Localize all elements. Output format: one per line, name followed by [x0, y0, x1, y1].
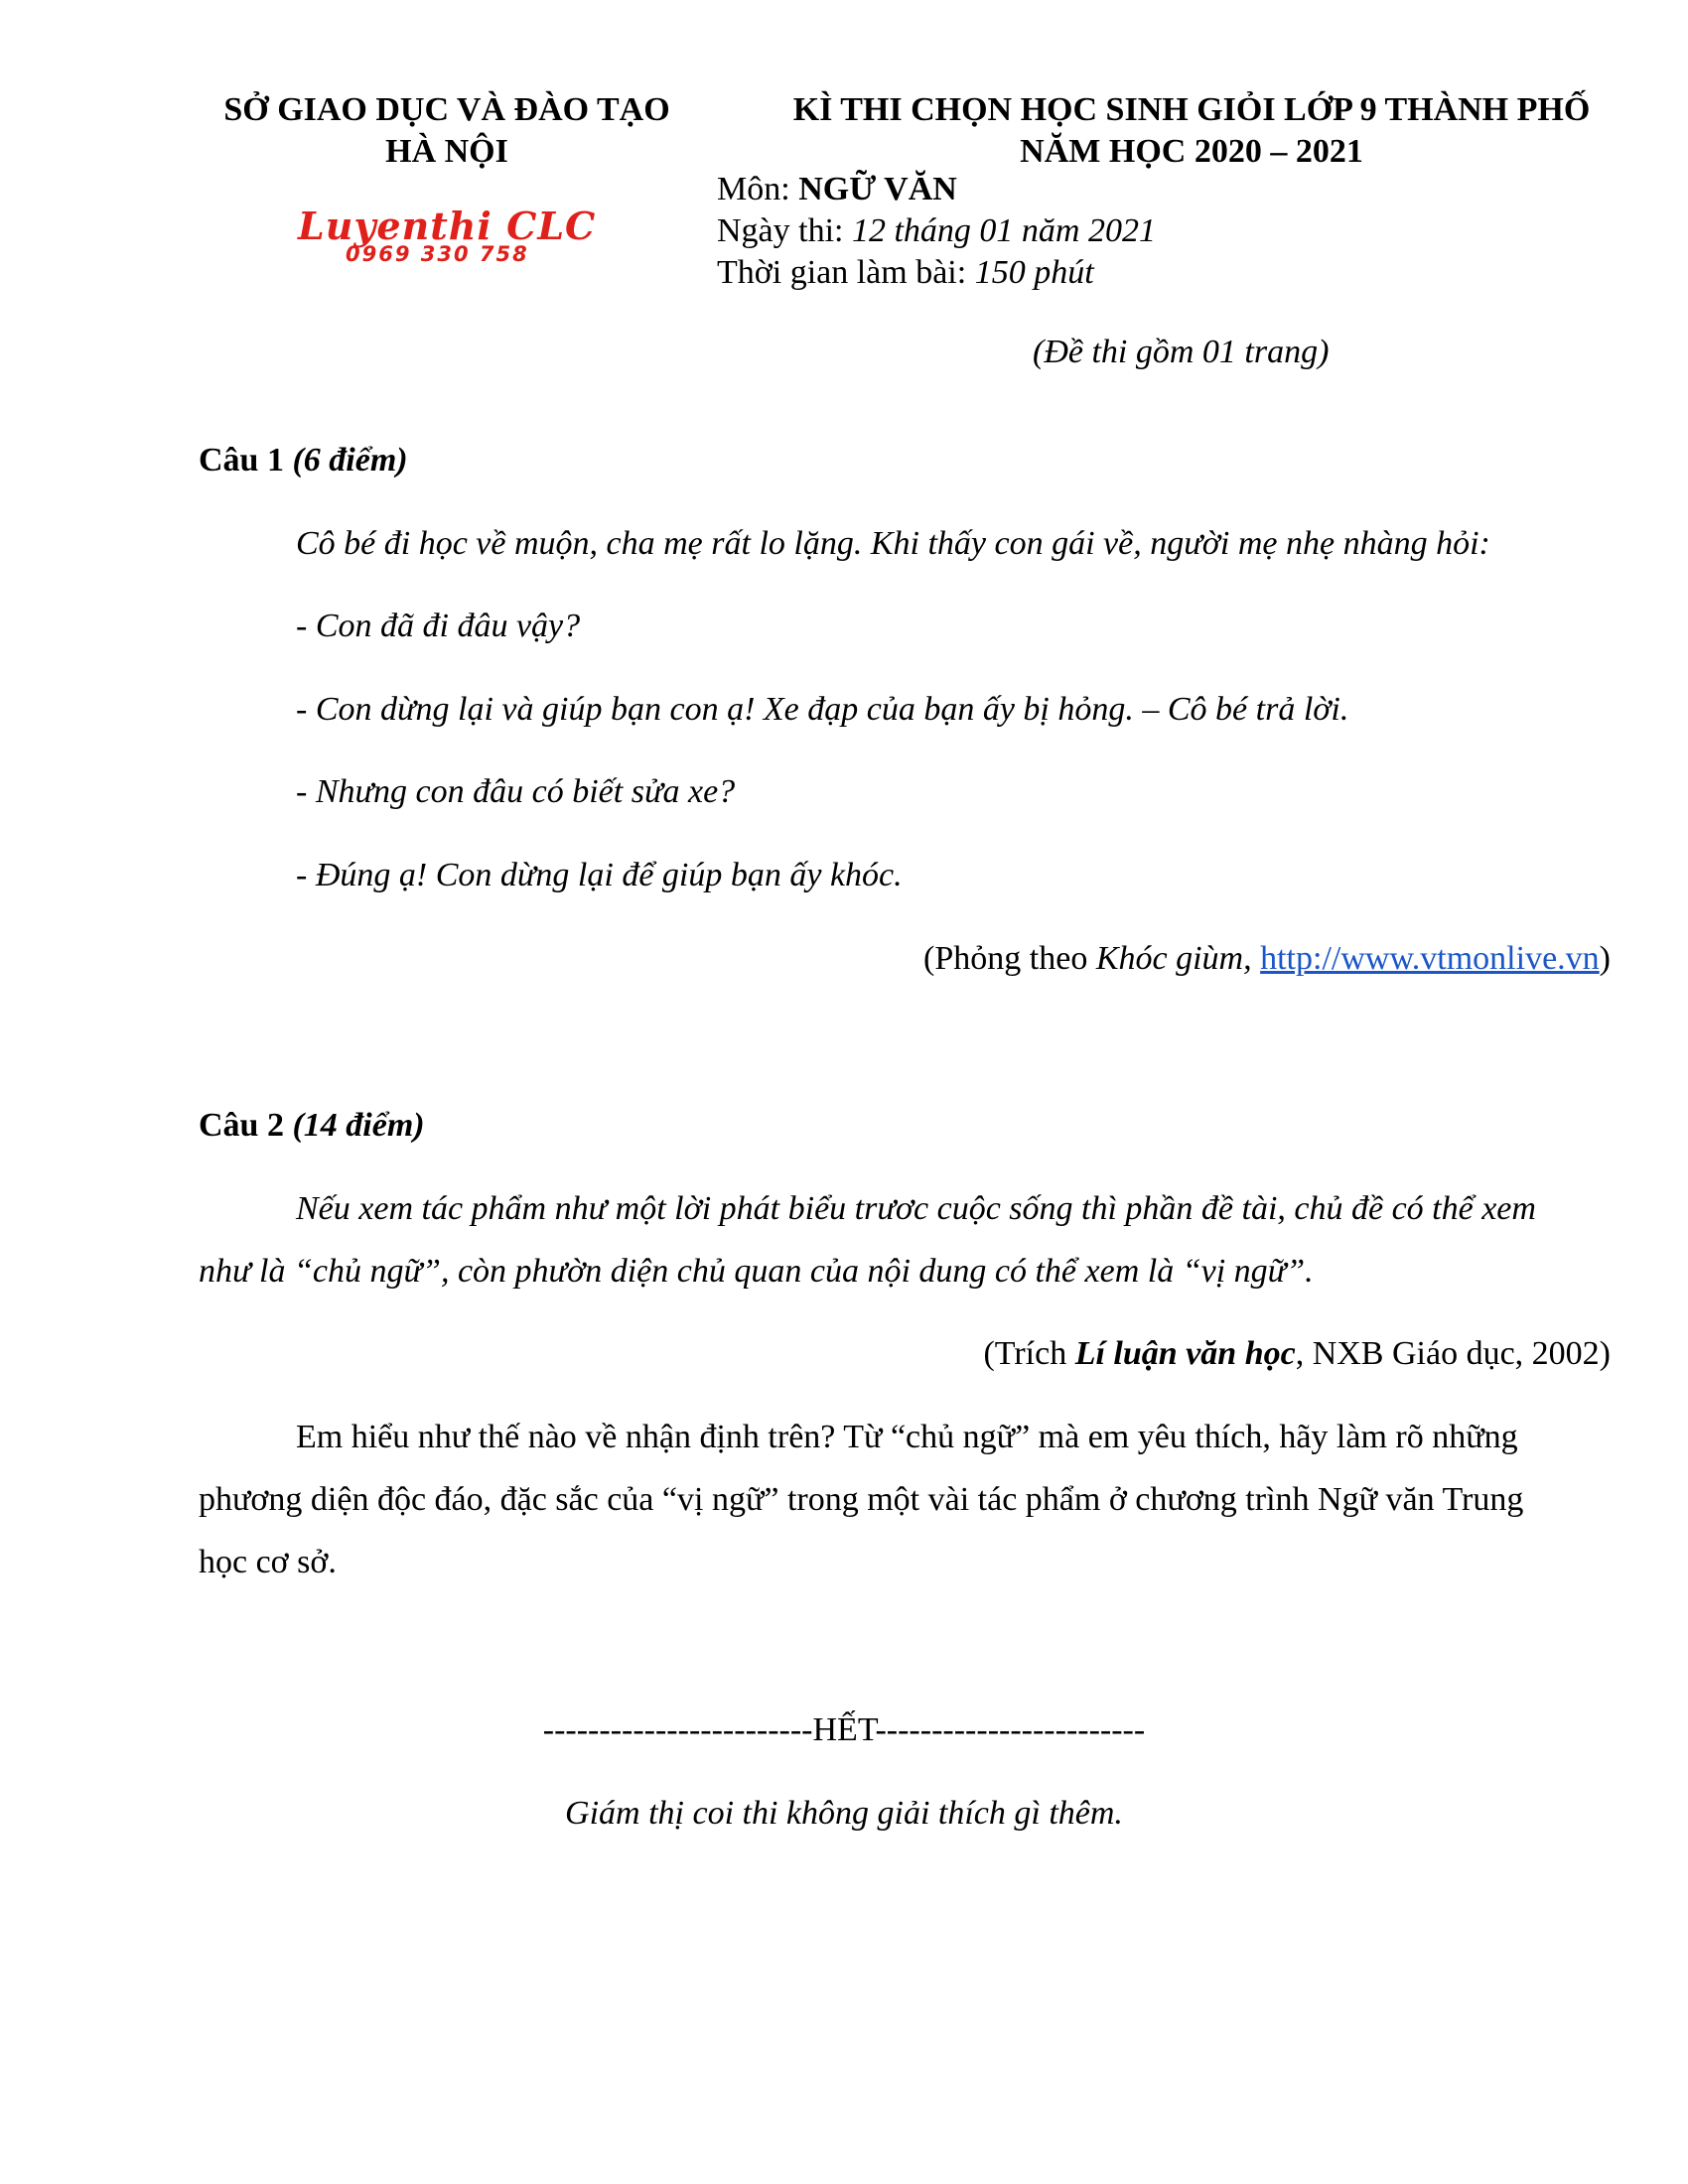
question2-prompt-line: học cơ sở. — [199, 1544, 337, 1580]
source-link[interactable]: http://www.vtmonlive.vn — [1260, 940, 1600, 977]
department-line2: HÀ NỘI — [385, 133, 508, 170]
date-row — [717, 210, 1611, 252]
subject-label: Môn: — [717, 171, 799, 207]
question1-points: (6 điểm) — [292, 442, 408, 478]
date-value: 12 tháng 01 năm 2021 — [851, 212, 1156, 249]
luyenthi-logo — [298, 204, 606, 278]
source-title: Lí luận văn học — [1074, 1335, 1296, 1372]
question1-title: Câu 1 — [199, 442, 284, 478]
question1-line: - Nhưng con đâu có biết sửa xe? — [296, 773, 736, 810]
source-suffix: , NXB Giáo dục, 2002) — [1295, 1335, 1611, 1372]
logo-name: Luyenthi CLC — [298, 204, 597, 248]
question2-quote-line: như là “chủ ngữ”, còn phườn diện chủ quan của nội dung có thể xem là “vị ngữ”. — [199, 1253, 1314, 1290]
exam-title-line2: NĂM HỌC 2020 – 2021 — [1020, 133, 1363, 170]
department-header — [204, 89, 690, 173]
source-title: Khóc giùm, — [1095, 940, 1252, 977]
exam-header — [755, 89, 1628, 173]
question1-line: - Con đã đi đâu vậy? — [296, 608, 581, 644]
question2-quote-line: Nếu xem tác phẩm như một lời phát biểu trươc cuộc sống thì phần đề tài, chủ đề có thể xem — [296, 1190, 1536, 1227]
source-suffix: ) — [1599, 940, 1611, 977]
subject-value: NGỮ VĂN — [798, 171, 957, 207]
duration-value: 150 phút — [974, 254, 1094, 291]
question2-source — [983, 1333, 1611, 1375]
question1-source — [923, 938, 1611, 980]
question2-prompt-line: Em hiểu như thế nào về nhận định trên? Từ “chủ ngữ” mà em yêu thích, hãy làm rõ những — [296, 1419, 1518, 1455]
subject-row — [717, 169, 1611, 210]
source-prefix: (Trích — [983, 1335, 1075, 1372]
logo-phone: 0969 330 758 — [346, 242, 529, 266]
end-mark: ------------------------HẾT------------------------ — [542, 1711, 1146, 1748]
question2-prompt-line: phương diện độc đáo, đặc sắc của “vị ngữ” trong một vài tác phẩm ở chương trình Ngữ văn Trung — [199, 1481, 1524, 1518]
question2-points: (14 điểm) — [292, 1107, 425, 1144]
department-line1: SỞ GIAO DỤC VÀ ĐÀO TẠO — [223, 91, 670, 128]
question1-line: Cô bé đi học về muộn, cha mẹ rất lo lặng. Khi thấy con gái về, người mẹ nhẹ nhàng hỏi: — [296, 525, 1490, 562]
date-label: Ngày thi: — [717, 212, 852, 249]
exam-info — [717, 169, 1611, 294]
question1-line: - Đúng ạ! Con dừng lại để giúp bạn ấy khóc. — [296, 857, 903, 893]
exam-title-line1: KÌ THI CHỌN HỌC SINH GIỎI LỚP 9 THÀNH PHỐ — [792, 91, 1591, 128]
source-prefix: (Phỏng theo — [923, 940, 1096, 977]
duration-row — [717, 252, 1611, 294]
question2-title: Câu 2 — [199, 1107, 284, 1144]
duration-label: Thời gian làm bài: — [717, 254, 975, 291]
question1-line: - Con dừng lại và giúp bạn con ạ! Xe đạp của bạn ấy bị hỏng. – Cô bé trả lời. — [296, 691, 1349, 728]
proctor-note: Giám thị coi thi không giải thích gì thêm. — [565, 1795, 1123, 1832]
question1-heading — [199, 440, 408, 481]
pages-note: (Đề thi gồm 01 trang) — [1033, 334, 1330, 370]
question2-heading — [199, 1105, 425, 1147]
